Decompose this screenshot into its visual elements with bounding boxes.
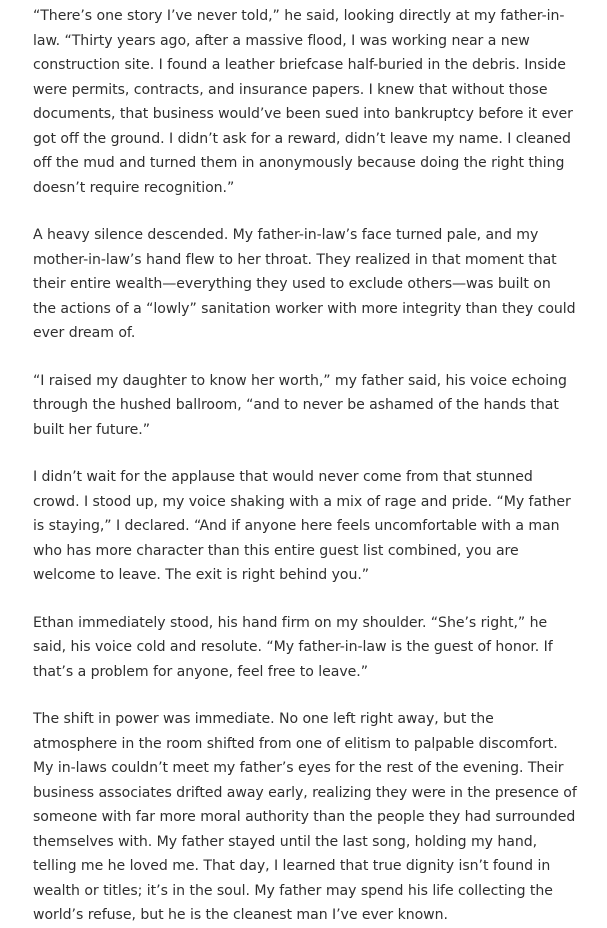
- paragraph-heavy-silence: A heavy silence descended. My father-in-law’s face turned pale, and my mother-in-law’s hand flew to her throat. They realized in that moment that their entire wealth—everything they used to exclude others—was built on the actions of a “lowly” sanitation worker with more integrity than they could ever dream of.: [33, 227, 576, 341]
- paragraph-shift-in-power: The shift in power was immediate. No one left right away, but the atmosphere in the room shifted from one of elitism to palpable discomfort. My in-laws couldn’t meet my father’s eyes for the rest of the evening. Their business associates drifted away early, realizing they were in the presence of someone with far more moral authority than the people they had surrounded themselves with. My father stayed until the last song, holding my hand, telling me he loved me. That day, I learned that true dignity isn’t found in wealth or titles; it’s in the soul. My father may spend his life collecting the world’s refuse, but he is the cleanest man I’ve ever known.: [33, 711, 577, 923]
- paragraph-raised-daughter: “I raised my daughter to know her worth,” my father said, his voice echoing through the hushed ballroom, “and to never be ashamed of the hands that built her future.”: [33, 372, 567, 438]
- paragraph-flood-story: “There’s one story I’ve never told,” he said, looking directly at my father-in-law. “Thirty years ago, after a massive flood, I was working near a new construction site. I found a leather briefcase half-buried in the debris. Inside were permits, contracts, and insurance papers. I knew that without those documents, that business would’ve been sued into bankruptcy before it ever got off the ground. I didn’t ask for a reward, didn’t leave my name. I cleaned off the mud and turned them in anonymously because doing the right thing doesn’t require recognition.”: [33, 8, 573, 196]
- paragraph-ethan-stood: Ethan immediately stood, his hand firm on my shoulder. “She’s right,” he said, his voice cold and resolute. “My father-in-law is the guest of honor. If that’s a problem for anyone, feel free to leave.”: [33, 614, 553, 680]
- paragraph-father-staying: I didn’t wait for the applause that would never come from that stunned crowd. I stood up, my voice shaking with a mix of rage and pride. “My father is staying,” I declared. “And if anyone here feels uncomfortable with a man who has more character than this entire guest list combined, you are welcome to leave. The exit is right behind you.”: [33, 469, 571, 583]
